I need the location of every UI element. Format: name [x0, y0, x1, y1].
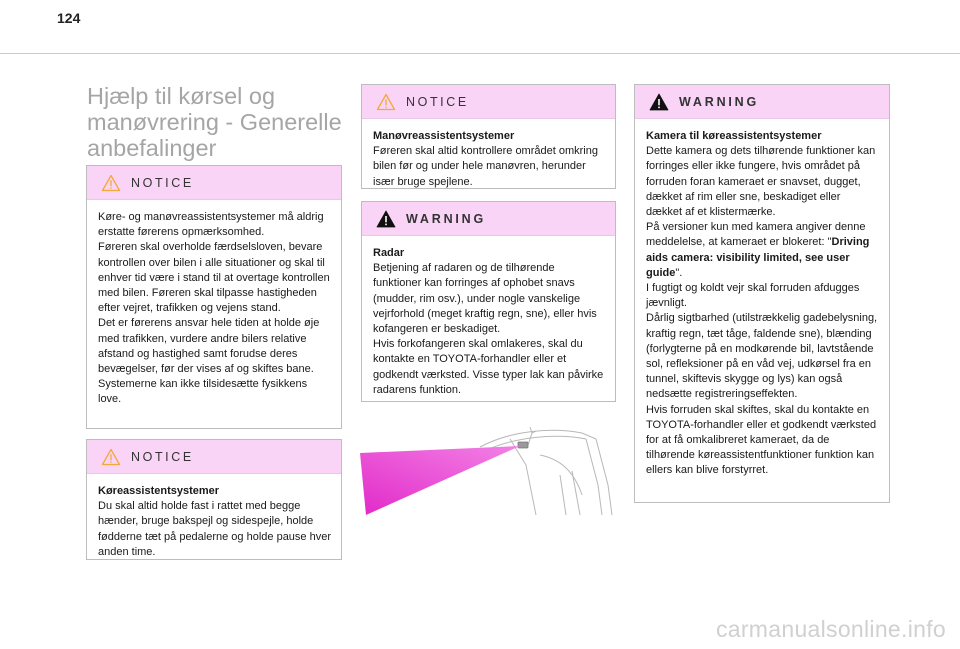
notice-header	[362, 85, 615, 119]
notice-body	[87, 474, 341, 570]
camera-message: Driving aids camera: visibility limited, see user guide	[646, 236, 870, 279]
warning-triangle-icon	[376, 210, 396, 228]
paragraph: Det er førerens ansvar hele tiden at holde øje med trafikken, vurdere andre bilers relative afstand og hastighed samt forudse deres bevægelser, før der vises af og skiftes bane.	[98, 317, 320, 376]
paragraph: Betjening af radaren og de tilhørende funktioner kan forringes af ophobet snavs (mudder, rim osv.), under nogle vanskelige vejrforhold (meget kraftig regn, sne), eller hvis kofangeren er beskadiget.	[373, 262, 597, 336]
warning-header	[362, 202, 615, 236]
camera-beam	[360, 446, 520, 515]
paragraph: I fugtigt og koldt vejr skal forruden afdugges jævnligt.	[646, 282, 860, 310]
notice-header	[87, 166, 341, 200]
notice-label: NOTICE	[131, 175, 194, 190]
notice-manoeuvre-box	[361, 84, 616, 189]
windscreen-camera-illustration	[360, 425, 616, 515]
caution-outline-icon	[101, 174, 121, 192]
paragraph	[646, 220, 879, 281]
caution-outline-icon	[101, 448, 121, 466]
notice-body	[87, 200, 341, 418]
page-number: 124	[57, 10, 81, 26]
car-outline	[480, 427, 612, 515]
caution-outline-icon	[376, 93, 396, 111]
notice-general-box	[86, 165, 342, 429]
warning-heading: Kamera til køreassistentsystemer	[646, 130, 822, 142]
warning-body	[362, 236, 615, 408]
text-fragment: ".	[675, 266, 683, 279]
paragraph: Føreren skal altid kontrollere området omkring bilen før og under hele manøvren, herunder især bruge spejlene.	[373, 145, 598, 188]
paragraph: Dårlig sigtbarhed (utilstrækkelig gadebelysning, kraftig regn, tæt tåge, faldende sne), blænding (forlygterne på en modkørende bil, lavtstående sol, refleksioner på en våd vej, udkørsel fra en tunnel, skiftevis skygge og lys) kan også nedsætte registreringseffekten.	[646, 312, 878, 401]
text-fragment: På versioner kun med kamera angiver denne meddelelse, at kameraet er blokeret: "	[646, 221, 866, 249]
header-divider	[0, 53, 960, 54]
notice-label: NOTICE	[406, 94, 469, 109]
warning-header	[635, 85, 889, 119]
paragraph: Køre- og manøvreassistentsystemer må aldrig erstatte førerens opmærksomhed.	[98, 211, 324, 239]
warning-triangle-icon	[649, 93, 669, 111]
camera-unit	[518, 442, 528, 448]
paragraph: Dette kamera og dets tilhørende funktioner kan forringes eller ikke fungere, hvis området på forruden foran kameraet er snavset, dugget, dækket af rim eller sne, beskadiget eller dækket af et klistermærke.	[646, 145, 876, 219]
paragraph: Hvis forkofangeren skal omlakeres, skal du kontakte en TOYOTA-forhandler eller et godkendt værksted. Visse typer lak kan påvirke radarens funktion.	[373, 338, 604, 396]
warning-label: WARNING	[679, 94, 760, 109]
warning-label: WARNING	[406, 211, 487, 226]
notice-driving-box	[86, 439, 342, 560]
paragraph: Hvis forruden skal skiftes, skal du kontakte en TOYOTA-forhandler eller et godkendt værksted for at få omkalibreret kameraet, da de tilhørende køreassistentfunktioner funktion kan ellers kan blive forstyrret.	[646, 403, 877, 477]
footer-watermark: carmanualsonline.info	[715, 616, 946, 642]
notice-heading: Manøvreassistentsystemer	[373, 130, 515, 142]
warning-radar-box	[361, 201, 616, 402]
warning-body	[635, 119, 889, 489]
warning-camera-box	[634, 84, 890, 503]
paragraph: Systemerne kan ikke tilsidesætte fysikkens love.	[98, 378, 308, 406]
notice-header	[87, 440, 341, 474]
notice-heading: Køreassistentsystemer	[98, 485, 220, 497]
paragraph: Føreren skal overholde færdselsloven, bevare kontrollen over bilen i alle situationer og skal til enhver tid være i stand til at overtage kontrollen med bilen. Føreren skal tilpasse hastigheden efter vejret, trafikken og vejens stand.	[98, 241, 330, 315]
notice-label: NOTICE	[131, 449, 194, 464]
section-title: Hjælp til kørsel og manøvrering - Generelle anbefalinger	[87, 83, 342, 161]
paragraph: Du skal altid holde fast i rattet med begge hænder, bruge bakspejl og sidespejle, holde fødderne tæt på pedalerne og holde pause hver anden time.	[98, 500, 331, 558]
warning-heading: Radar	[373, 247, 405, 259]
notice-body	[362, 119, 615, 200]
